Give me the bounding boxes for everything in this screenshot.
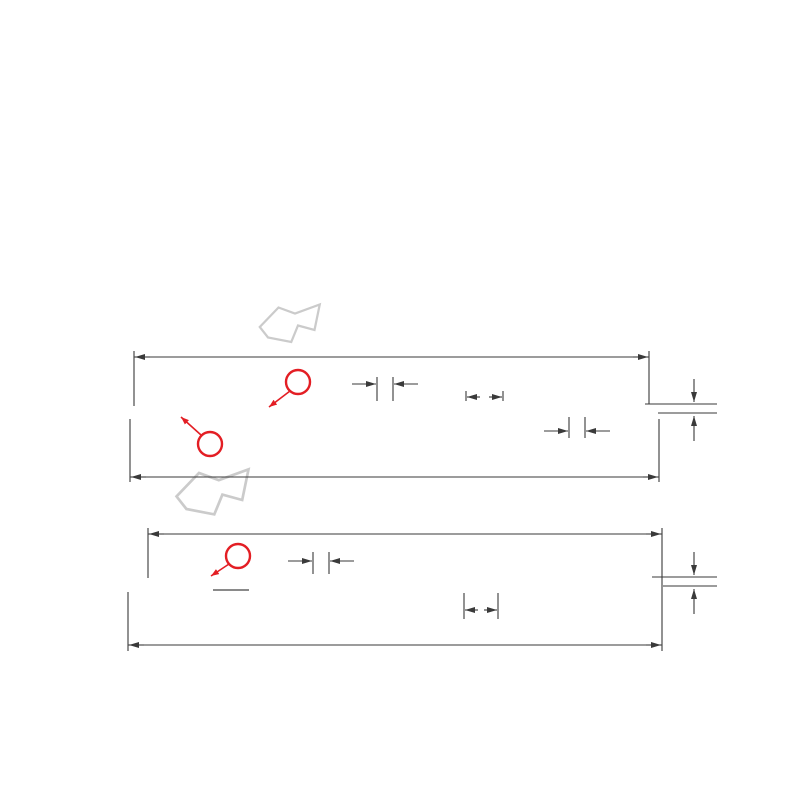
watermark-2: [177, 469, 249, 514]
callout-b-circle: [286, 370, 310, 394]
watermark-1: [260, 305, 320, 343]
metall-profil-logo-icon: [177, 469, 249, 514]
callout-r-circle: [226, 544, 250, 568]
section-2-drawing: [128, 528, 717, 651]
callout-a-circle: [198, 432, 222, 456]
metall-profil-logo-icon: [260, 305, 320, 343]
section-1-drawing: [130, 351, 717, 482]
